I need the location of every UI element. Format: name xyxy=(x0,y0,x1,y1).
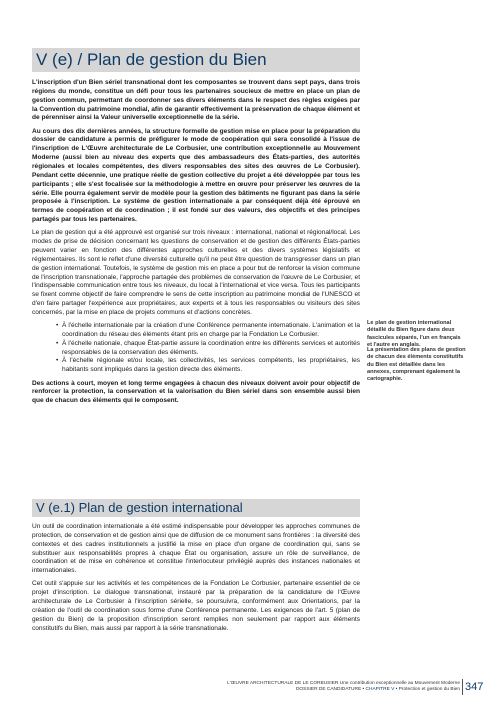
bullet-icon: • xyxy=(56,339,59,347)
section-heading-plan-de-gestion xyxy=(32,48,360,72)
intro-paragraph: L'inscription d'un Bien sériel transnational dont les composantes se trouvent dans sept pays, dans trois régions du monde, constitue un défi pour tous les partenaires soucieux de mettre en place un plan de gestion commun, permettant de coordonner ses divers éléments dans le respect des règles exigées par la Convention du patrimoine mondial, afin de garantir effectivement la préservation de chaque élément et de pérenniser ainsi la Valeur universelle exceptionnelle de la série. xyxy=(32,79,360,122)
section-title: V (e) / Plan de gestion du Bien xyxy=(36,50,267,69)
paragraph-fondation: Cet outil s'appuie sur les activités et les compétences de la Fondation Le Corbusier, partenaire essentiel de ce projet d'inscription. Le dialogue transnational, instauré par la préparation de la candidature de l'Œuvre architecturale de Le Corbusier à l'inscription sérielle, se poursuivra, conformément aux Orientations, par la création de l'outil de coordination sous forme d'une Conférence permanente. Les exigences de l'art. 5 (plan de gestion du Bien) de la proposition d'inscription seront remplies non seulement par rapport aux éléments constitutifs du Bien, mais aussi par rapport à la série transnationale. xyxy=(32,580,360,632)
closing-paragraph: Des actions à court, moyen et long terme engagées à chacun des niveaux doivent avoir pour objectif de renforcer la protection, la conservation et la valorisation du Bien sériel dans son ensemble aussi bien que de chacun des éléments qui le composent. xyxy=(32,379,360,405)
footer-line-1: L'ŒUVRE ARCHITECTURALE DE LE CORBUSIER Une contribution exceptionnelle au Mouvement Moderne xyxy=(227,681,460,686)
footer-divider xyxy=(462,679,463,695)
section-heading-plan-international xyxy=(32,499,360,517)
body-text-section1 xyxy=(32,79,360,410)
list-item: • À l'échelle internationale par la création d'une Conférence permanente internationale. L'animation et la coordination du réseau des éléments étant pris en charge par la Fondation Le Corbusier. xyxy=(56,322,360,338)
bullet-icon: • xyxy=(56,322,59,330)
paragraph-decade-cooperation: Au cours des dix dernières années, la structure formelle de gestion mise en place pour la préparation du dossier de candidature a permis de préfigurer le mode de coopération qui sera consolidé à l'issue de l'inscription de L'Œuvre architecturale de Le Corbusier, une contribution exceptionnelle au Mouvement Moderne (aussi bien au niveau des experts que des ambassadeurs des États-parties, des autorités régionales et locales compétentes, des divers responsables des sites des œuvres de Le Corbusier). Pendant cette décennie, une pratique réelle de gestion collective du projet a été développée par tous les participants ; elle s'est focalisée sur la méthodologie à mettre en œuvre pour préserver les œuvres de la série. Elle pourra également servir de modèle pour la gestion des bâtiments ne figurant pas dans la série proposée à l'inscription. Le système de gestion internationale a par conséquent déjà été éprouvé en termes de coopération et de coordination ; il est fondé sur des valeurs, des objectifs et des principes partagés par tous les partenaires. xyxy=(32,127,360,224)
list-item: • À l'échelle régionale et/ou locale, les collectivités, les services compétents, les propriétaires, les habitants sont impliqués dans la gestion directe des éléments. xyxy=(56,357,360,374)
paragraph-three-levels: Le plan de gestion qui a été approuvé est organisé sur trois niveaux : international, national et régional/local. Les modes de prise de décision concernant les questions de conservation et de gestion des différents États-parties peuvent varier en fonction des différentes approches culturelles et des divers systèmes législatifs et réglementaires. Ils sont le reflet d'une diversité culturelle qu'il ne peut être question de transgresser dans un plan de gestion international. Toutefois, le système de gestion mis en place a pour but de renforcer la vision commune de l'inscription transnationale, l'approche partagée des problèmes de conservation de l'œuvre de Le Corbusier, et l'indispensable communication entre tous les niveaux, du local à l'international et vice versa. Tous les participants se fixent comme objectif de faire comprendre le sens de cette inscription au patrimoine mondial de l'UNESCO et d'en faire partager l'expérience aux propriétaires, aux experts et à tous les responsables ou visiteurs des sites concernés, par la mise en place de projets communs et d'actions concrètes. xyxy=(32,229,361,316)
sidenote-annexes: La présentation des plans de gestion de chacun des éléments constitutifs du Bien est détaillée dans les annexes, comprenant également la cartographie. xyxy=(367,347,466,383)
paragraph-coordination-tool: Un outil de coordination internationale a été estimé indispensable pour développer les approches communes de protection, de conservation et de gestion ainsi que de diffusion de ce monument sans frontières : la diversité des contextes et des cadres institutionnels a justifié la mise en place d'un organe de coordination qui, sans se substituer aux responsabilités propres à chaque État ou organisation, assure un rôle de surveillance, de coordination et de mise en cohérence et constitue l'interlocuteur privilégié auprès des instances nationales et internationales. xyxy=(32,523,360,575)
page-number: 347 xyxy=(465,681,484,693)
page-footer xyxy=(227,681,460,693)
footer-line-2: DOSSIER DE CANDIDATURE • CHAPITRE V • Protection et gestion du Bien xyxy=(295,687,460,692)
section-title: V (e.1) Plan de gestion international xyxy=(36,500,243,515)
levels-list xyxy=(32,322,360,375)
list-item: • À l'échelle nationale, chaque État-partie assure la coordination entre les différents services et autorités responsables de la conservation des éléments. xyxy=(56,339,360,356)
body-text-section2 xyxy=(32,523,360,638)
bullet-icon: • xyxy=(56,357,59,365)
sidenote-international-plan: Le plan de gestion international détaillé du Bien figure dans deux fascicules séparés, l'un en français et l'autre en anglais. xyxy=(367,320,461,348)
